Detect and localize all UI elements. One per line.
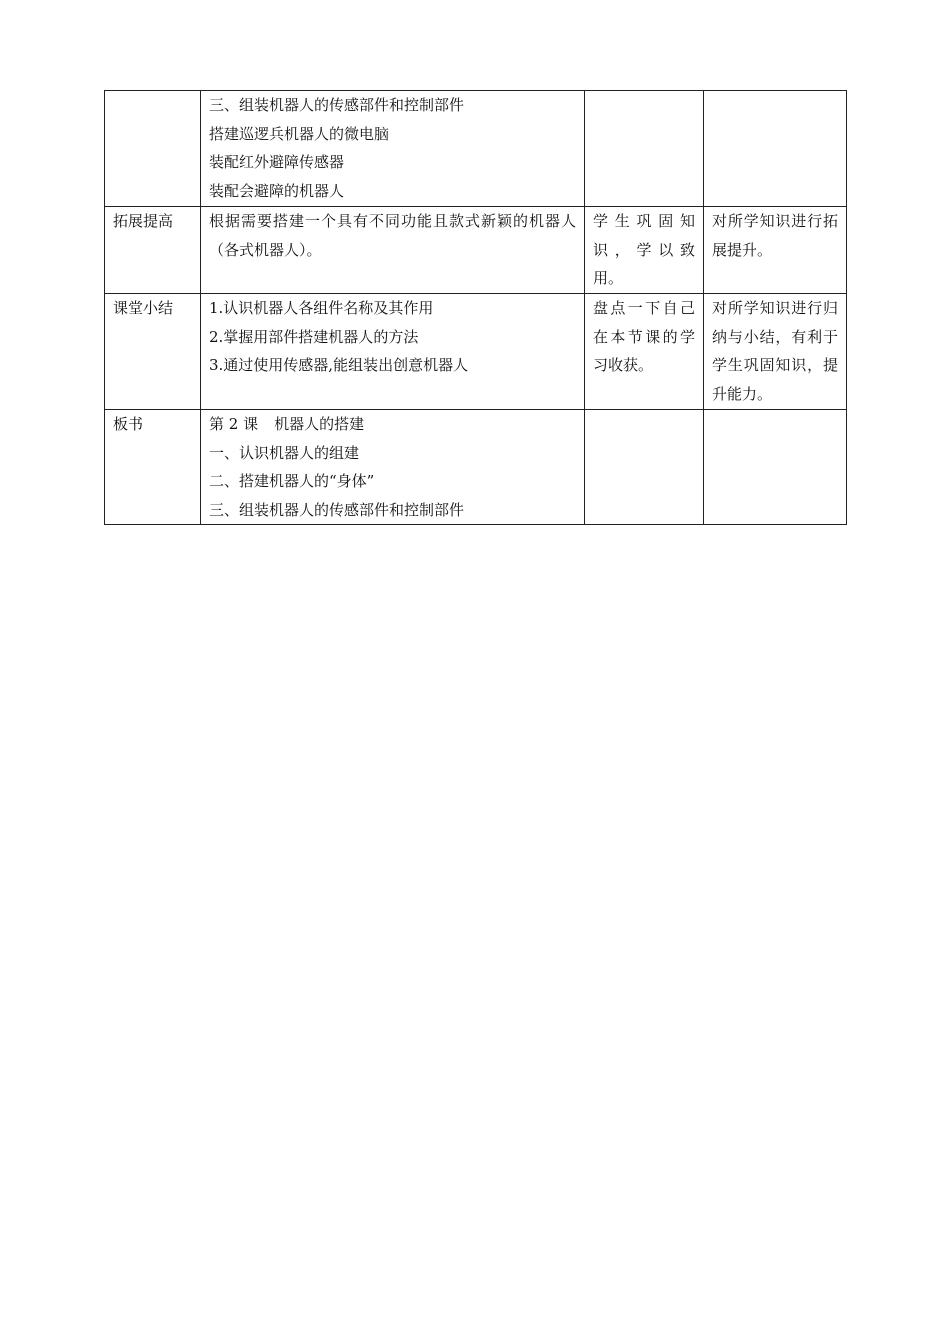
table-row-extension (105, 207, 847, 294)
row-label: 拓展提高 (105, 207, 201, 294)
content-line: 一、认识机器人的组建 (209, 443, 360, 462)
board-title (209, 410, 576, 439)
design-intent-cell (704, 207, 847, 294)
row-content (201, 207, 585, 294)
lesson-plan-table (104, 90, 847, 525)
content-line: 装配会避障的机器人 (209, 181, 345, 200)
content-line: 装配红外避障传感器 (209, 153, 345, 171)
row-content (201, 91, 585, 207)
student-activity-cell (585, 207, 704, 294)
board-lesson-number: 第 2 课 (209, 415, 259, 433)
student-activity-text: 盘点一下自己在本节课的学习收获。 (593, 299, 695, 374)
table-row-continuation (105, 91, 847, 207)
content-line: 三、组装机器人的传感部件和控制部件 (209, 500, 465, 519)
design-intent-text: 对所学知识进行归纳与小结，有利于学生巩固知识，提升能力。 (712, 299, 838, 403)
student-activity-cell (585, 91, 704, 207)
design-intent-cell (704, 410, 847, 525)
row-content (201, 294, 585, 410)
table-row-blackboard (105, 410, 847, 525)
row-label: 课堂小结 (105, 294, 201, 410)
row-label-empty (105, 91, 201, 207)
content-paragraph: 根据需要搭建一个具有不同功能且款式新颖的机器人（各式机器人）。 (209, 212, 576, 259)
design-intent-cell (704, 294, 847, 410)
student-activity-cell (585, 294, 704, 410)
student-activity-text: 学 生 巩 固 知 识 ， 学 以 致 用。 (593, 212, 695, 287)
content-line: 二、搭建机器人的“身体” (209, 472, 375, 490)
content-line: 搭建巡逻兵机器人的微电脑 (209, 124, 390, 143)
content-line: 三、组装机器人的传感部件和控制部件 (209, 96, 465, 114)
design-intent-cell (704, 91, 847, 207)
row-label: 板书 (105, 410, 201, 525)
content-line: 2.掌握用部件搭建机器人的方法 (209, 327, 419, 346)
student-activity-cell (585, 410, 704, 525)
table-row-summary (105, 294, 847, 410)
content-line: 3.通过使用传感器,能组装出创意机器人 (209, 356, 469, 374)
row-content (201, 410, 585, 525)
design-intent-text: 对所学知识进行拓展提升。 (712, 212, 838, 259)
content-line: 1.认识机器人各组件名称及其作用 (209, 299, 434, 317)
board-lesson-name: 机器人的搭建 (274, 415, 365, 433)
